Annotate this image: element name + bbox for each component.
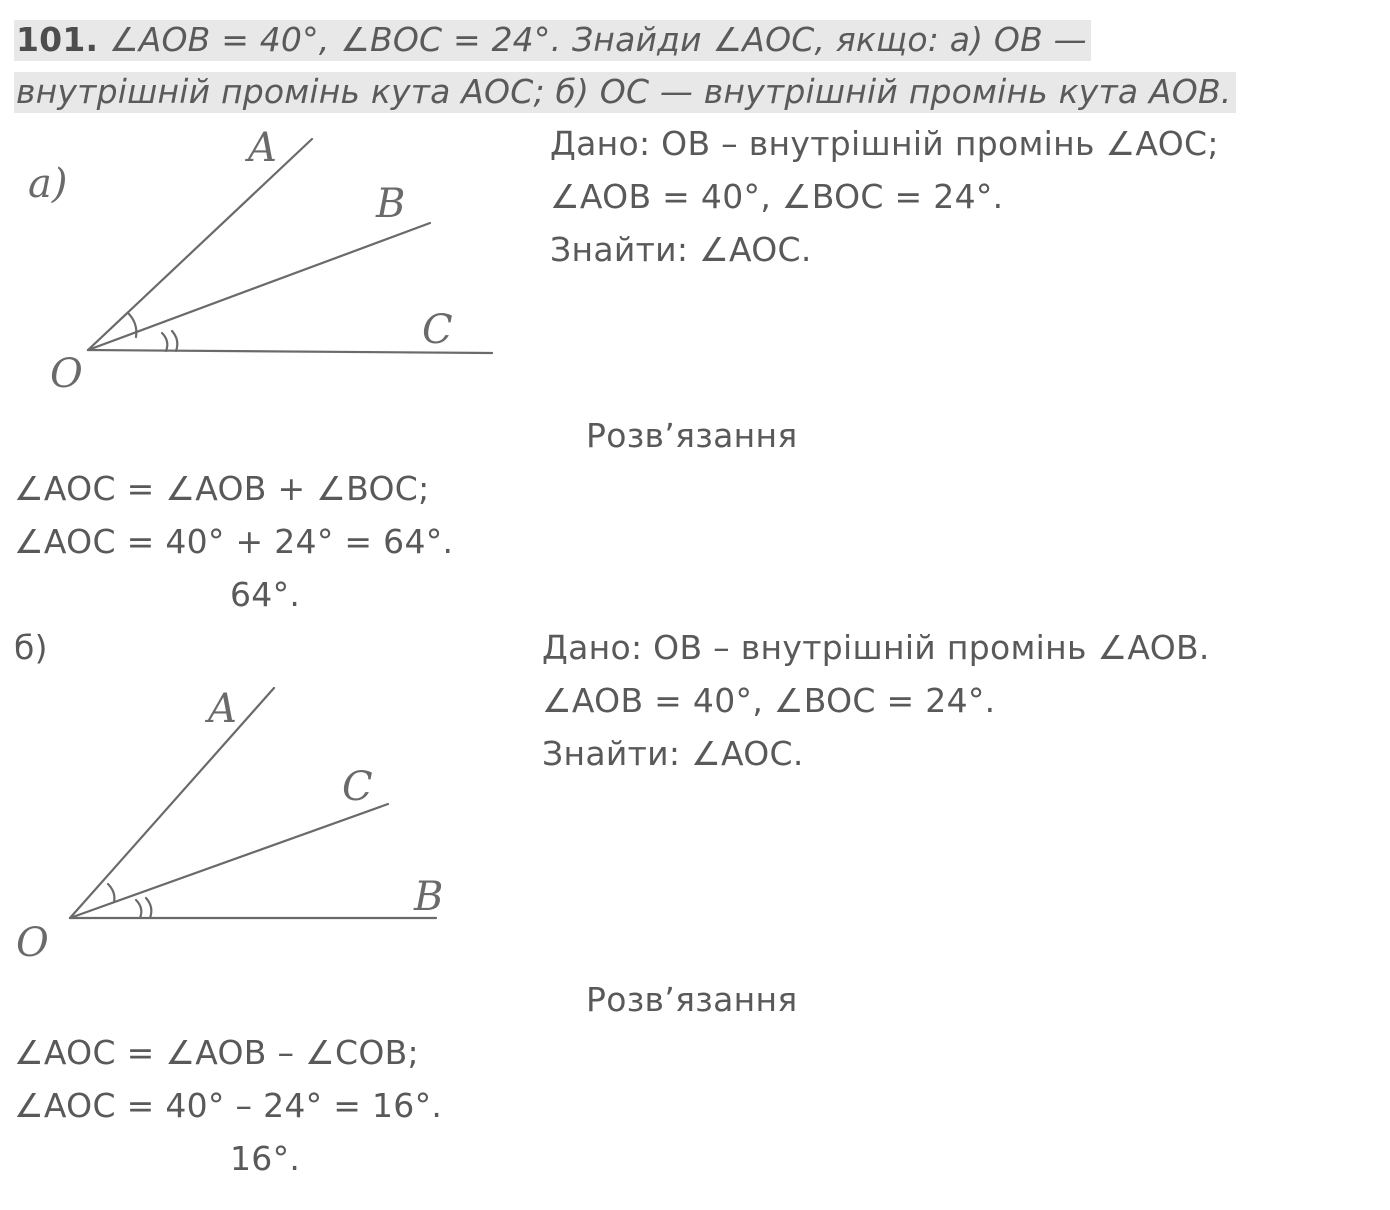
solution-b-line-2: ∠AOC = 40° – 24° = 16°. bbox=[14, 1086, 443, 1125]
ray-oa bbox=[88, 139, 312, 350]
arc-mark-boc-1 bbox=[162, 333, 167, 351]
given-b-line-1: Дано: OB – внутрішній промінь ∠AOB. bbox=[542, 628, 1210, 667]
ray-oc bbox=[70, 804, 388, 918]
label-c: C bbox=[342, 764, 373, 810]
arc-mark-boc-2 bbox=[146, 898, 151, 918]
solution-title-b: Розв’язання bbox=[586, 980, 798, 1019]
part-a-marker: a) bbox=[28, 161, 68, 207]
arc-mark-boc-1 bbox=[136, 900, 141, 918]
task-line-2 bbox=[14, 72, 1236, 113]
solution-a-line-1: ∠AOC = ∠AOB + ∠BOC; bbox=[14, 469, 430, 508]
solution-title-a: Розв’язання bbox=[586, 416, 798, 455]
label-a: A bbox=[248, 125, 277, 171]
part-b-marker: б) bbox=[14, 628, 48, 667]
arc-mark-aob bbox=[108, 884, 114, 902]
task-text-line-2: внутрішній промінь кута AOC; б) OC — внутрішній промінь кута AOB. bbox=[16, 72, 1232, 111]
figure-part-a bbox=[20, 125, 540, 415]
arc-mark-boc-2 bbox=[172, 331, 177, 351]
task-line-1 bbox=[14, 20, 1091, 61]
label-o: O bbox=[50, 351, 83, 397]
label-b: B bbox=[376, 181, 406, 227]
solution-b-line-1: ∠AOC = ∠AOB – ∠COB; bbox=[14, 1033, 419, 1072]
given-b-line-2: ∠AOB = 40°, ∠BOC = 24°. bbox=[542, 681, 996, 720]
task-number: 101. bbox=[16, 20, 99, 59]
label-b: B bbox=[414, 874, 444, 920]
figure-part-b bbox=[10, 680, 490, 970]
ray-ob bbox=[88, 223, 430, 350]
given-b-line-3: Знайти: ∠AOC. bbox=[542, 734, 804, 773]
given-a-line-3: Знайти: ∠AOC. bbox=[550, 230, 812, 269]
label-c: C bbox=[422, 307, 453, 353]
label-o: O bbox=[16, 920, 49, 966]
given-a-line-2: ∠AOB = 40°, ∠BOC = 24°. bbox=[550, 177, 1004, 216]
ray-oa bbox=[70, 688, 274, 918]
task-text-line-1: ∠AOB = 40°, ∠BOC = 24°. Знайди ∠AOC, якщо: а) OB — bbox=[108, 20, 1087, 59]
given-a-line-1: Дано: OB – внутрішній промінь ∠AOC; bbox=[550, 124, 1219, 163]
answer-a: 64°. bbox=[230, 575, 301, 614]
answer-b: 16°. bbox=[230, 1139, 301, 1178]
label-a: A bbox=[208, 686, 237, 732]
solution-a-line-2: ∠AOC = 40° + 24° = 64°. bbox=[14, 522, 454, 561]
task-statement bbox=[14, 14, 1374, 118]
